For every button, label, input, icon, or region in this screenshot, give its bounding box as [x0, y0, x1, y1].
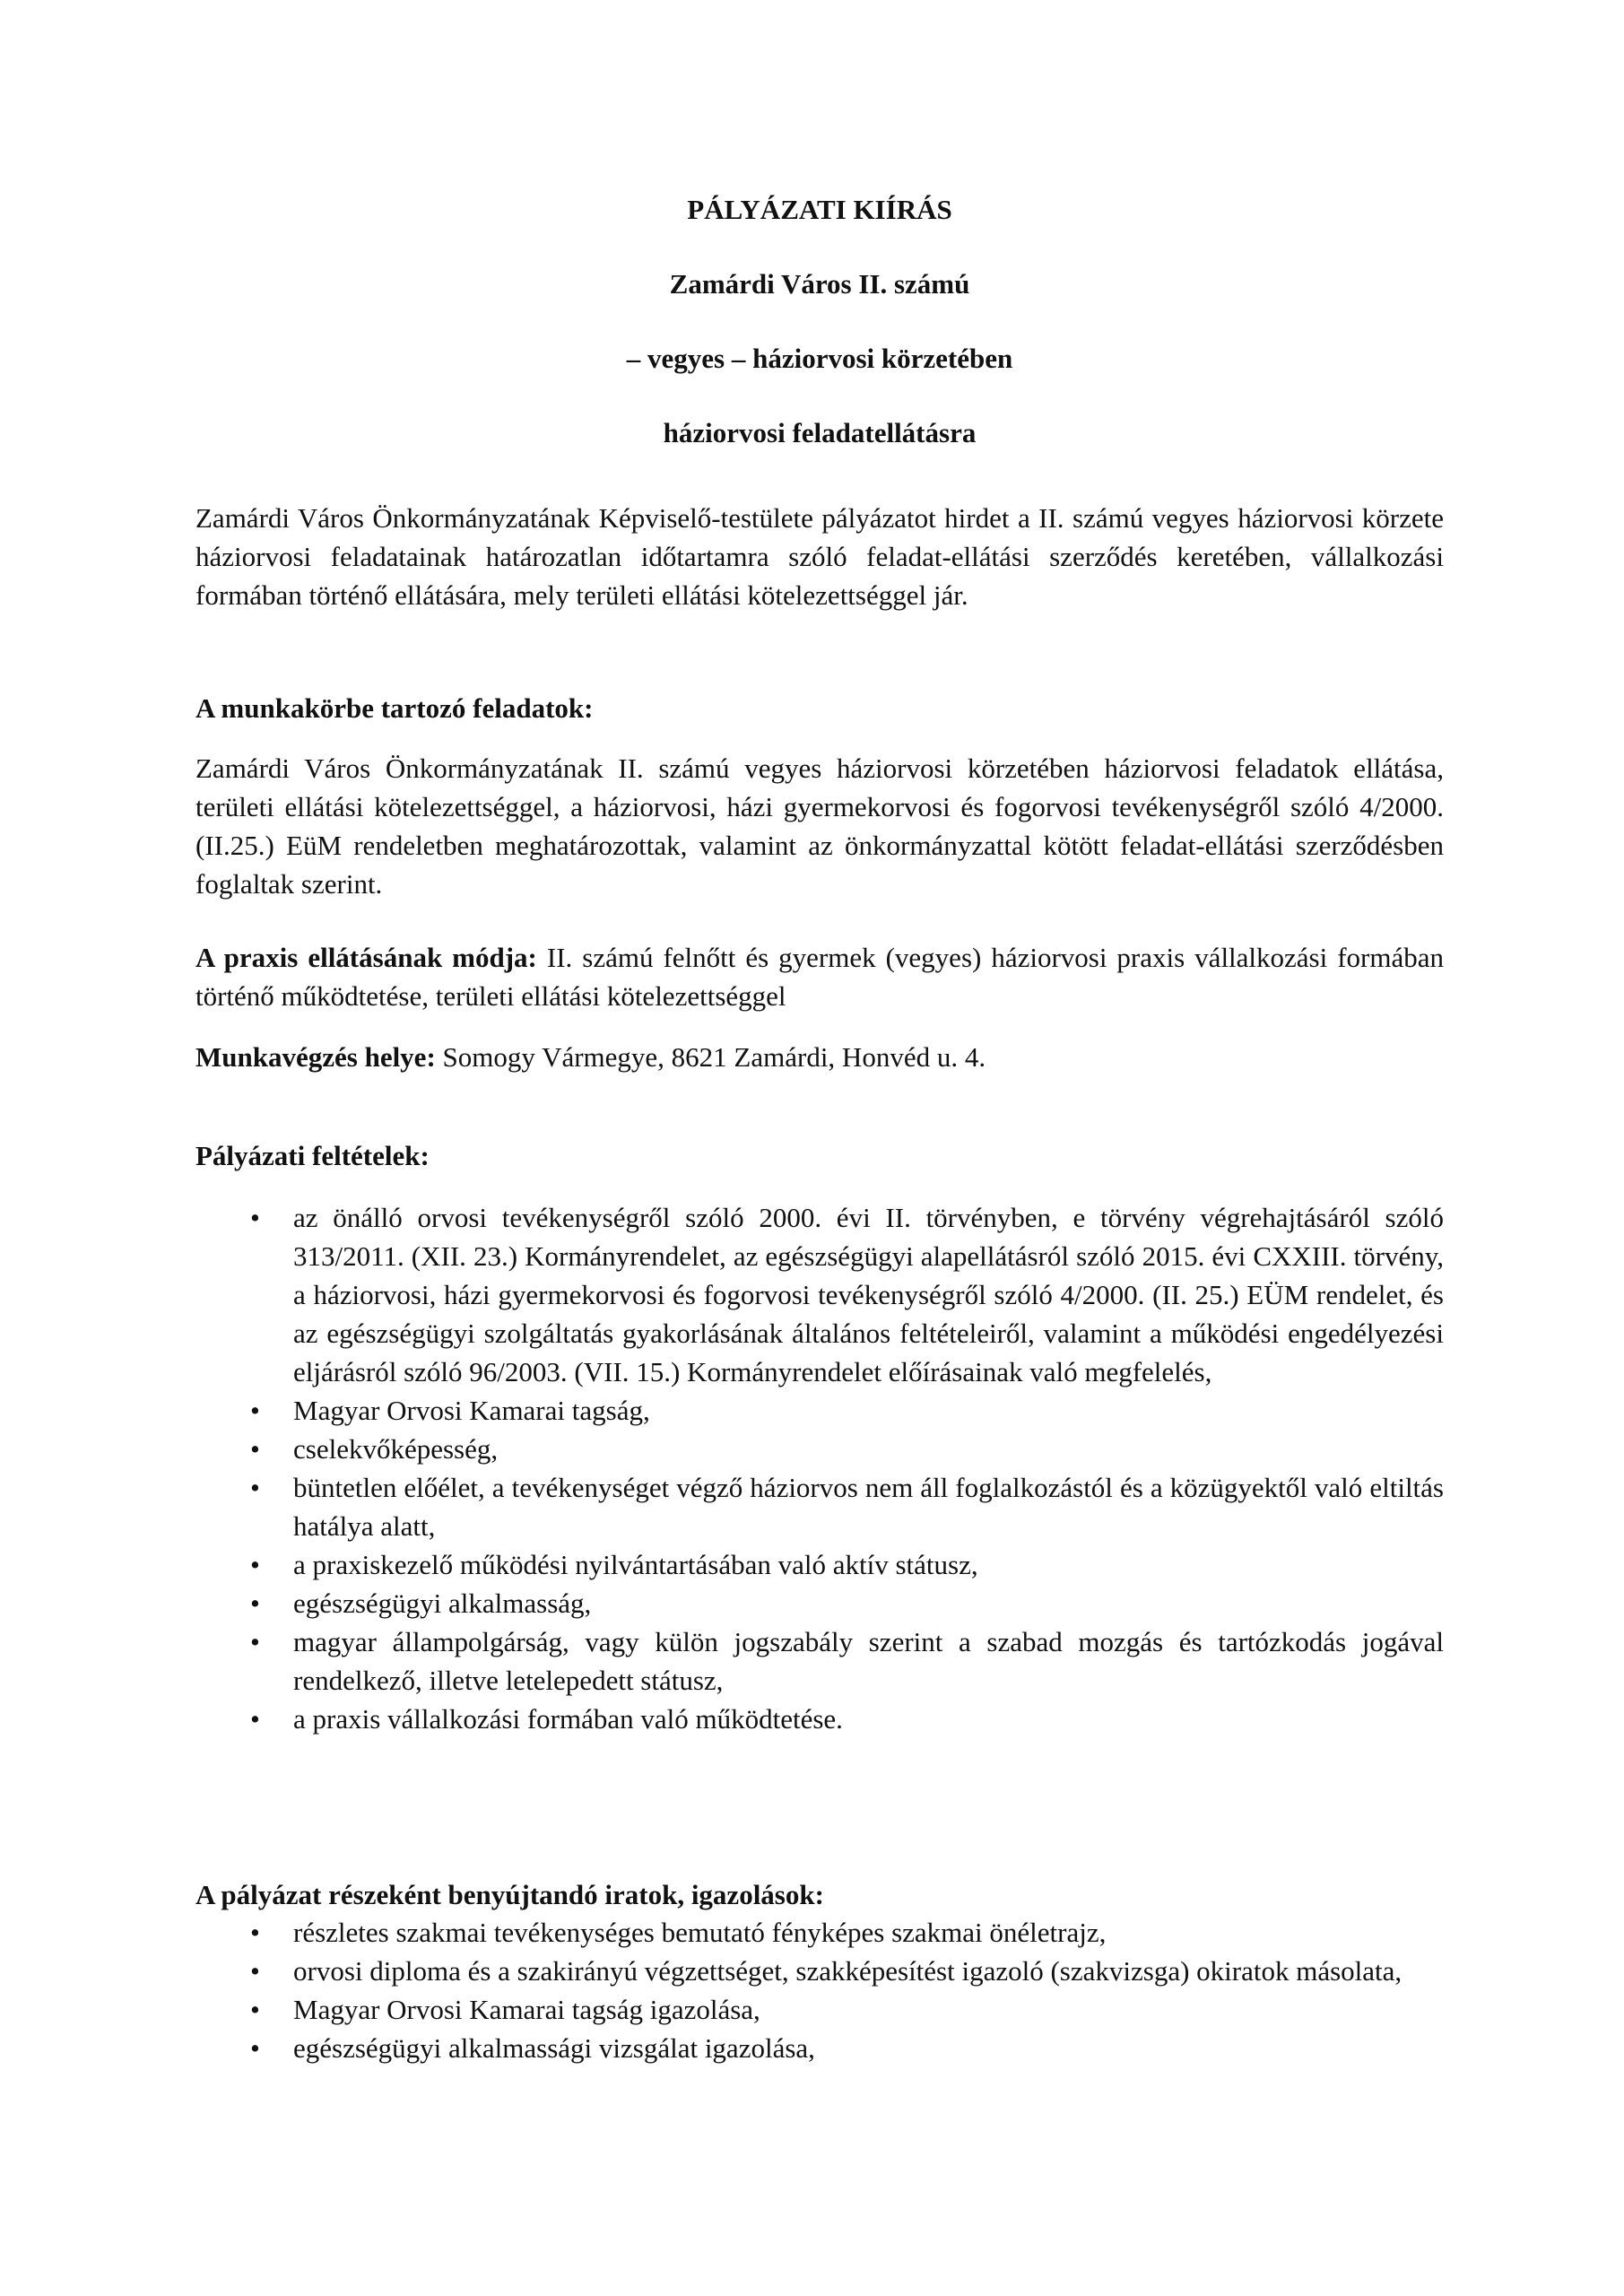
- bullet-icon: •: [250, 1994, 260, 2025]
- bullet-icon: •: [250, 1917, 260, 1948]
- documents-list-item: • Magyar Orvosi Kamarai tagság igazolása,: [195, 1990, 1444, 2029]
- conditions-list-item: • a praxiskezelő működési nyilvántartásában való aktív státusz,: [195, 1545, 1444, 1584]
- conditions-heading: Pályázati feltételek:: [195, 1140, 430, 1171]
- conditions-list-item: • a praxis vállalkozási formában való működtetése.: [195, 1700, 1444, 1738]
- bullet-icon: •: [250, 1955, 260, 1987]
- tasks-paragraph: Zamárdi Város Önkormányzatának II. számú vegyes háziorvosi körzetében háziorvosi feladatok ellátása, területi ellátási kötelezettséggel, a háziorvosi, házi gyermekorvosi és fogorvosi tevékenységről szóló 4/2000. (II.25.) EüM rendeletben meghatározottak, valamint az önkormányzattal kötött feladat-ellátási szerződésben foglaltak szerint.: [195, 752, 1444, 900]
- documents-heading: A pályázat részeként benyújtandó iratok, igazolások:: [195, 1879, 824, 1910]
- bullet-icon: •: [250, 1395, 260, 1426]
- intro-paragraph: Zamárdi Város Önkormányzatának Képviselő-testülete pályázatot hirdet a II. számú vegyes háziorvosi körzete háziorvosi feladatainak határozatlan időtartamra szóló feladat-ellátási szerződés keretében, vállalkozási formában történő ellátására, mely területi ellátási kötelezettséggel jár.: [195, 502, 1444, 611]
- bullet-icon: •: [250, 1626, 260, 1657]
- conditions-list-item: • magyar állampolgárság, vagy külön jogszabály szerint a szabad mozgás és tartózkodás jogával rendelkező, illetve letelepedett státusz,: [195, 1622, 1444, 1700]
- bullet-icon: •: [250, 1703, 260, 1735]
- conditions-list-item: • cselekvőképesség,: [195, 1430, 1444, 1468]
- practice-mode-paragraph: [195, 938, 1444, 1015]
- documents-list-item: • orvosi diploma és a szakirányú végzettséget, szakképesítést igazoló (szakvizsga) okiratok másolata,: [195, 1952, 1444, 1990]
- practice-mode-text: II. számú felnőtt és gyermek (vegyes) háziorvosi praxis vállalkozási formában történő működtetése, területi ellátási kötelezettséggel: [195, 942, 1444, 1012]
- workplace-text: Somogy Vármegye, 8621 Zamárdi, Honvéd u. 4.: [435, 1041, 986, 1073]
- bullet-icon: •: [250, 2032, 260, 2064]
- tasks-heading: A munkakörbe tartozó feladatok:: [195, 692, 594, 724]
- bullet-icon: •: [250, 1202, 260, 1233]
- bullet-icon: •: [250, 1472, 260, 1503]
- document-title-block: [195, 190, 1444, 488]
- title-subline-city: Zamárdi Város II. számú: [669, 268, 970, 300]
- workplace-label: Munkavégzés helye:: [195, 1041, 436, 1073]
- workplace-paragraph: [195, 1038, 1444, 1076]
- conditions-list-item: • Magyar Orvosi Kamarai tagság,: [195, 1391, 1444, 1430]
- documents-list-item: • részletes szakmai tevékenységes bemutató fényképes szakmai önéletrajz,: [195, 1913, 1444, 1952]
- title-subline-task: háziorvosi feladatellátásra: [663, 417, 977, 448]
- document-title: PÁLYÁZATI KIÍRÁS: [687, 194, 952, 225]
- bullet-icon: •: [250, 1587, 260, 1619]
- bullet-icon: •: [250, 1433, 260, 1465]
- conditions-list-item: • büntetlen előélet, a tevékenységet végző háziorvos nem áll foglalkozástól és a közügyektől való eltiltás hatálya alatt,: [195, 1468, 1444, 1545]
- title-subline-district: – vegyes – háziorvosi körzetében: [626, 343, 1013, 374]
- documents-list: [195, 1913, 1444, 2067]
- conditions-list: [195, 1198, 1444, 1738]
- documents-list-item: • egészségügyi alkalmassági vizsgálat igazolása,: [195, 2029, 1444, 2067]
- practice-mode-label: A praxis ellátásának módja:: [195, 942, 537, 973]
- conditions-list-item: • az önálló orvosi tevékenységről szóló 2000. évi II. törvényben, e törvény végrehajtásáról szóló 313/2011. (XII. 23.) Kormányrendelet, az egészségügyi alapellátásról szóló 2015. évi CXXIII. törvény, a háziorvosi, házi gyermekorvosi és fogorvosi tevékenységről szóló 4/2000. (II. 25.) EÜM rendelet, és az egészségügyi szolgáltatás gyakorlásának általános feltételeiről, valamint a működési engedélyezési eljárásról szóló 96/2003. (VII. 15.) Kormányrendelet előírásainak való megfelelés,: [195, 1198, 1444, 1391]
- conditions-list-item: • egészségügyi alkalmasság,: [195, 1584, 1444, 1622]
- bullet-icon: •: [250, 1549, 260, 1580]
